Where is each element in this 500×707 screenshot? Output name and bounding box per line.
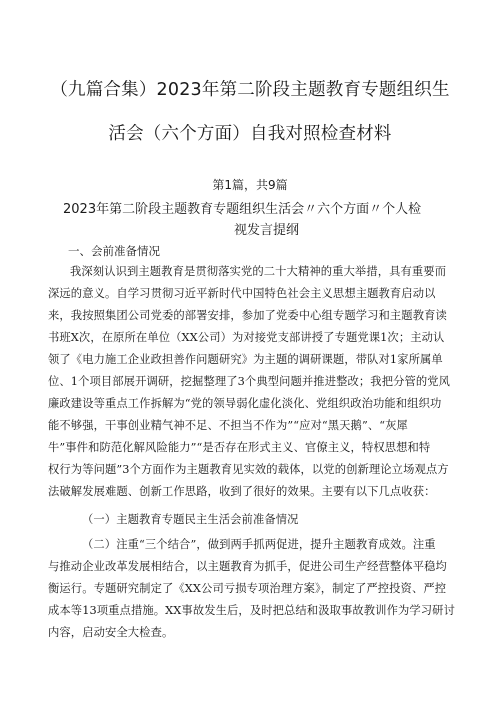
section-heading: 一、会前准备情况 — [68, 244, 160, 258]
subtitle-line-2: 视发言提纲 — [234, 223, 300, 238]
body-line: 内容，启动安全大检查。 — [48, 626, 174, 639]
body-line: 能不够强，干事创业精气神不足、不担当不作为”“应对“黑天鹅”、“灰犀 — [48, 419, 408, 432]
part-number: 第1篇，共9篇 — [212, 178, 288, 192]
body-line: 位、1个项目部展开调研，挖掘整理了3个典型问题并推进整改；我把分管的党风 — [48, 375, 451, 388]
document-title-line-1: （九篇合集）2023年第二阶段主题教育专题组织生 — [50, 80, 450, 100]
body-line: 廉政建设等重点工作拆解为“党的领导弱化虚化淡化、党组织政治功能和组织功 — [48, 397, 442, 410]
body-line: 来，我按照集团公司党委的部署安排，参加了党委中心组专题学习和主题教育读 — [48, 309, 447, 322]
body-line: 牛”事件和防范化解风险能力”“是否存在形式主义、官僚主义，特权思想和特 — [48, 441, 431, 454]
body-line: 权行为等问题”3个方面作为主题教育见实效的载体，以党的创新理论立场观点方 — [48, 463, 449, 476]
subsection-heading: （一）主题教育专题民主生活会前准备情况 — [82, 513, 299, 526]
body-line: （二）注重“三个结合”，做到两手抓两促进，提升主题教育成效。注重 — [82, 538, 436, 551]
body-line: 深远的意义。自学习贯彻习近平新时代中国特色社会主义思想主题教育启动以 — [48, 287, 436, 300]
subtitle-line-1: 2023年第二阶段主题教育专题组织生活会〃六个方面〃个人检 — [63, 202, 422, 217]
body-line: 领了《电力施工企业政担善作问题研究》为主题的调研课题，带队对1家所属单 — [48, 353, 443, 366]
body-line: 与推动企业改革发展相结合，以主题教育为抓手，促进公司生产经营整体平稳均 — [48, 560, 447, 573]
body-line: 我深刻认识到主题教育是贯彻落实党的二十大精神的重大举措，具有重要而 — [70, 265, 447, 278]
body-line: 书班X次，在原所在单位（XX公司）为对接党支部讲授了专题党课1次；主动认 — [48, 331, 445, 344]
body-line: 衡运行。专题研究制定了《XX公司亏损专项治理方案》，制定了严控投资、严控 — [48, 582, 447, 595]
body-line: 成本等13项重点措施。XX事故发生后，及时把总结和汲取事故教训作为学习研讨 — [48, 604, 455, 617]
body-line: 法破解发展难题、创新工作思路，收到了很好的效果。主要有以下几点收获： — [48, 485, 436, 498]
document-title-line-2: 活会（六个方面）自我对照检查材料 — [108, 124, 392, 144]
